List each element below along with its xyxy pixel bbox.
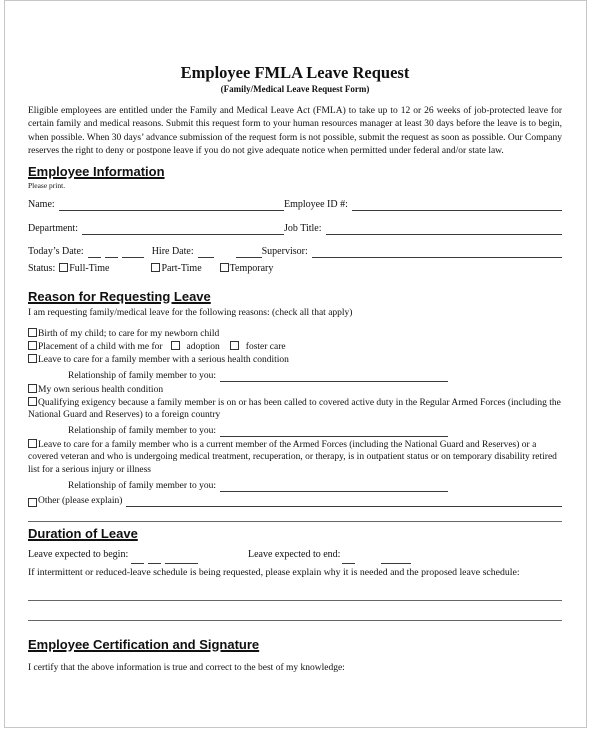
part-time-label: Part-Time bbox=[161, 262, 202, 274]
supervisor-label: Supervisor: bbox=[261, 245, 308, 257]
checkbox-own-condition[interactable] bbox=[28, 384, 37, 393]
begin-year-line[interactable] bbox=[165, 563, 198, 564]
reason-item-placement bbox=[28, 341, 562, 354]
checkbox-placement[interactable] bbox=[28, 341, 37, 350]
department-label: Department: bbox=[28, 222, 78, 234]
relationship-input-line-1[interactable] bbox=[220, 381, 448, 382]
reason-list bbox=[28, 328, 562, 522]
reason-item-qualifying-exigency bbox=[28, 397, 562, 422]
leave-begin-label: Leave expected to begin: bbox=[28, 548, 129, 560]
checkbox-foster-care[interactable] bbox=[230, 341, 239, 350]
other-explain-continuation-line[interactable] bbox=[28, 521, 562, 522]
status-option-part-time bbox=[151, 263, 201, 275]
end-date-line-1[interactable] bbox=[342, 563, 355, 564]
status-label: Status: bbox=[28, 262, 56, 274]
checkbox-family-member[interactable] bbox=[28, 354, 37, 363]
relationship-row-2 bbox=[68, 425, 448, 437]
reason-item-label: Qualifying exigency because a family member is on or has been called to covered active duty in the Regular Armed Forces (including the National Guard and Reserves) to a foreign country bbox=[28, 397, 561, 421]
reason-heading: Reason for Requesting Leave bbox=[28, 288, 211, 304]
checkbox-temporary[interactable] bbox=[220, 263, 229, 272]
dates-row bbox=[28, 246, 562, 258]
status-row bbox=[28, 263, 562, 275]
certification-statement: I certify that the above information is true and correct to the best of my knowledge: bbox=[28, 662, 345, 673]
duration-dates-row bbox=[28, 549, 562, 561]
name-label: Name: bbox=[28, 198, 55, 210]
employee-information-heading: Employee Information bbox=[28, 163, 165, 179]
reason-item-label: My own serious health condition bbox=[38, 384, 164, 395]
checkbox-other[interactable] bbox=[28, 498, 37, 507]
hire-date-line-1[interactable] bbox=[198, 257, 214, 258]
reason-item-armed-forces-care bbox=[28, 439, 562, 477]
intro-paragraph: Eligible employees are entitled under the Family and Medical Leave Act (FMLA) to take up to 12 or 26 weeks of job-protected leave for certain family and medical reasons. Submit this request form to your human resources manager at least 30 days before the leave is to begin, when possible. When 30 days’ advance submission of the request form is not possible, submit the request as soon as possible. Our Company reserves the right to deny or postpone leave if you do not give adequate notice when permitted under federal and/or state law. bbox=[28, 106, 562, 157]
relationship-input-line-3[interactable] bbox=[220, 491, 448, 492]
form-page bbox=[28, 0, 562, 674]
leave-end-label: Leave expected to end: bbox=[248, 548, 341, 560]
checkbox-full-time[interactable] bbox=[59, 263, 68, 272]
schedule-explain-line-1[interactable] bbox=[28, 600, 562, 601]
checkbox-part-time[interactable] bbox=[151, 263, 160, 272]
job-title-label: Job Title: bbox=[284, 222, 322, 234]
full-time-label: Full-Time bbox=[69, 262, 110, 274]
reason-item-label: Leave to care for a family member who is a current member of the Armed Forces (including the National Guard and Reserves) or a covered veteran and who is undergoing medical treatment, recuperation, or therapy, is in outpatient status or on temporary disability retired list for a serious injury or illness bbox=[28, 439, 557, 475]
checkbox-qualifying-exigency[interactable] bbox=[28, 397, 37, 406]
todays-date-label: Today’s Date: bbox=[28, 245, 84, 257]
intermittent-note: If intermittent or reduced-leave schedule is being requested, please explain why it is needed and the proposed leave schedule: bbox=[28, 566, 520, 578]
checkbox-adoption[interactable] bbox=[171, 341, 180, 350]
begin-day-line[interactable] bbox=[148, 563, 161, 564]
begin-month-line[interactable] bbox=[131, 563, 144, 564]
end-date-line-2[interactable] bbox=[381, 563, 411, 564]
job-title-input-line[interactable] bbox=[326, 234, 562, 235]
relationship-input-line-2[interactable] bbox=[220, 436, 448, 437]
department-row bbox=[28, 223, 562, 235]
relationship-row-1 bbox=[68, 370, 448, 382]
certification-heading: Employee Certification and Signature bbox=[28, 636, 260, 652]
form-title: Employee FMLA Leave Request bbox=[180, 63, 410, 82]
name-row bbox=[28, 199, 562, 211]
reason-item-label: Leave to care for a family member with a serious health condition bbox=[38, 354, 289, 365]
schedule-explain-line-2[interactable] bbox=[28, 620, 562, 621]
employee-id-label: Employee ID #: bbox=[284, 198, 348, 210]
reason-item-other bbox=[28, 495, 562, 507]
other-label: Other (please explain) bbox=[38, 495, 123, 506]
duration-heading: Duration of Leave bbox=[28, 525, 138, 541]
hire-date-line-2[interactable] bbox=[236, 257, 262, 258]
checkbox-armed-forces-care[interactable] bbox=[28, 439, 37, 448]
name-input-line[interactable] bbox=[59, 210, 284, 211]
foster-care-label: foster care bbox=[245, 341, 286, 352]
reason-instruction: I am requesting family/medical leave for the following reasons: (check all that apply) bbox=[28, 307, 353, 318]
reason-item-label: Birth of my child; to care for my newborn child bbox=[38, 328, 220, 339]
employee-id-input-line[interactable] bbox=[352, 210, 562, 211]
please-print-note: Please print. bbox=[28, 180, 66, 190]
supervisor-input-line[interactable] bbox=[312, 257, 562, 258]
relationship-label: Relationship of family member to you: bbox=[68, 480, 217, 491]
reason-item-birth bbox=[28, 328, 562, 341]
reason-item-own-condition bbox=[28, 384, 562, 397]
relationship-label: Relationship of family member to you: bbox=[68, 425, 217, 436]
todays-date-year-line[interactable] bbox=[122, 257, 144, 258]
relationship-label: Relationship of family member to you: bbox=[68, 370, 217, 381]
checkbox-birth[interactable] bbox=[28, 328, 37, 337]
relationship-row-3 bbox=[68, 480, 448, 492]
status-option-temporary bbox=[220, 263, 274, 275]
department-input-line[interactable] bbox=[82, 234, 284, 235]
status-option-full-time bbox=[59, 263, 109, 275]
hire-date-label: Hire Date: bbox=[151, 245, 194, 257]
other-explain-input-line[interactable] bbox=[126, 506, 562, 507]
reason-item-family-member bbox=[28, 354, 562, 367]
reason-item-label: Placement of a child with me for bbox=[38, 341, 163, 352]
form-subtitle: (Family/Medical Leave Request Form) bbox=[220, 84, 370, 94]
todays-date-month-line[interactable] bbox=[88, 257, 101, 258]
adoption-label: adoption bbox=[186, 341, 220, 352]
temporary-label: Temporary bbox=[229, 262, 274, 274]
todays-date-day-line[interactable] bbox=[105, 257, 118, 258]
